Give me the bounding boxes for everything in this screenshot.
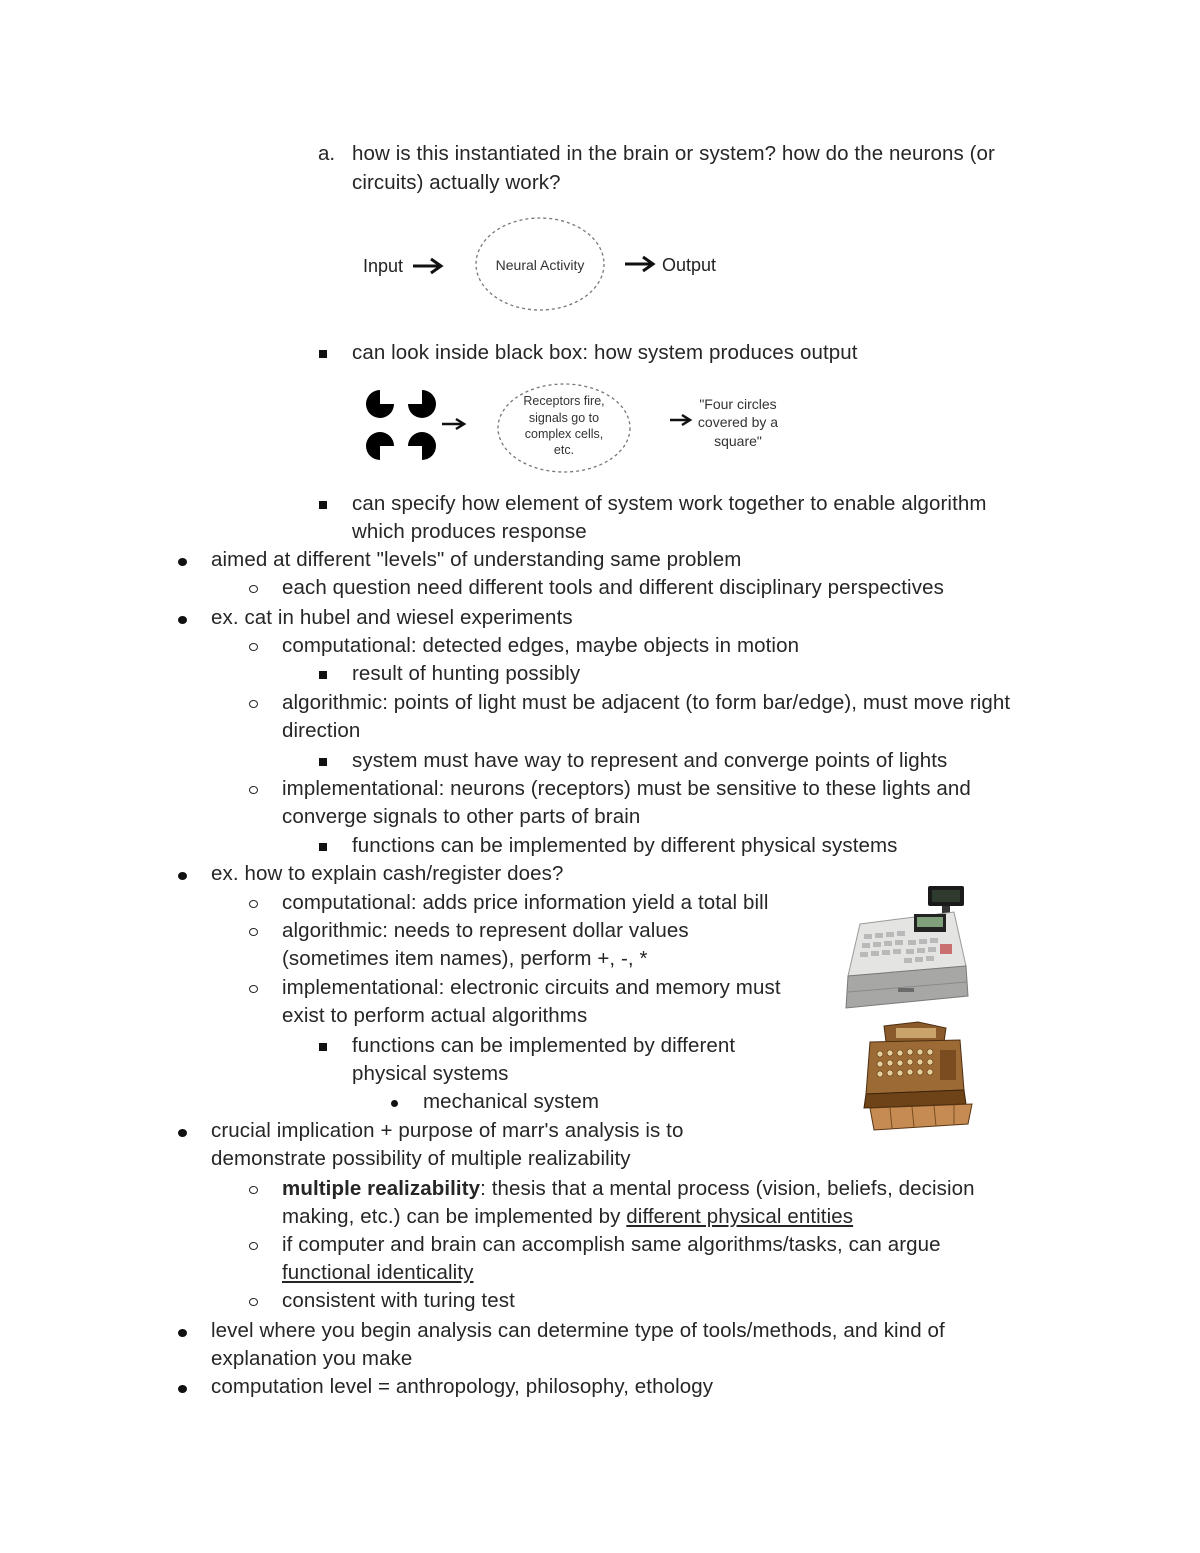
arrow-right-icon [442, 419, 464, 429]
item-a-line2: circuits) actually work? [352, 171, 561, 194]
circle-bullet-icon [249, 928, 258, 936]
cash-implementational-sub-line1: functions can be implemented by different [352, 1034, 736, 1057]
level-analysis-line1: level where you begin analysis can determine type of tools/methods, and kind of [211, 1319, 945, 1342]
functional-identicality-line2 [282, 1259, 473, 1287]
square-bullet-icon [319, 671, 327, 679]
cash-implementational-line2: exist to perform actual algorithms [282, 1004, 588, 1027]
cat-computational-line: computational: detected edges, maybe objects in motion [282, 634, 800, 657]
cat-algorithmic-line2: direction [282, 719, 361, 742]
kanizsa-perception-diagram [358, 380, 798, 480]
cat-computational-sub-line: result of hunting possibly [352, 662, 581, 685]
list-marker-a: a. [318, 142, 336, 165]
mechanical-system-line: mechanical system [423, 1090, 600, 1113]
item-a-line1: how is this instantiated in the brain or system? how do the neurons (or [352, 142, 995, 165]
specify-line2: which produces response [352, 520, 587, 543]
square-bullet-icon [319, 350, 327, 358]
level-analysis-line2: explanation you make [211, 1347, 413, 1370]
cat-algorithmic-line1: algorithmic: points of light must be adjacent (to form bar/edge), must move right [282, 691, 1011, 714]
multiple-realizability-line2-text: making, etc.) can be implemented by [282, 1205, 627, 1228]
bullet-dot-icon [178, 558, 187, 566]
circle-bullet-icon [249, 786, 258, 794]
bullet-dot-icon [391, 1100, 398, 1107]
circle-bullet-icon [249, 1242, 258, 1250]
multiple-realizability-term: multiple realizability [282, 1177, 481, 1200]
percept-line-1: "Four circles [699, 396, 777, 412]
receptor-line-1: Receptors fire, [523, 394, 605, 408]
black-box-line: can look inside black box: how system produces output [352, 341, 858, 364]
cash-algorithmic-line2: (sometimes item names), perform +, -, * [282, 947, 648, 970]
cash-line: ex. how to explain cash/register does? [211, 862, 564, 885]
bullet-dot-icon [178, 1129, 187, 1137]
receptor-line-2: signals go to [528, 411, 600, 425]
circle-bullet-icon [249, 1186, 258, 1194]
diagram-neural-activity-label: Neural Activity [495, 257, 585, 273]
pacman-circle-icon [366, 390, 394, 418]
cat-implementational-line1: implementational: neurons (receptors) must be sensitive to these lights and [282, 777, 971, 800]
square-bullet-icon [319, 758, 327, 766]
multiple-realizability-line1 [282, 1175, 975, 1203]
receptor-line-4: etc. [553, 443, 575, 457]
crucial-line2: demonstrate possibility of multiple realizability [211, 1147, 631, 1170]
bullet-dot-icon [178, 1329, 187, 1337]
computation-level-line: computation level = anthropology, philosophy, ethology [211, 1375, 714, 1398]
pacman-circle-icon [408, 390, 436, 418]
electronic-cash-register-image [842, 884, 974, 1014]
cash-implementational-sub-line2: physical systems [352, 1062, 509, 1085]
circle-bullet-icon [249, 1298, 258, 1306]
cash-computational-line: computational: adds price information yield a total bill [282, 891, 769, 914]
different-physical-entities-text: different physical entities [626, 1205, 854, 1228]
receptor-line-3: complex cells, [524, 427, 604, 441]
bullet-dot-icon [178, 1385, 187, 1393]
cash-implementational-line1: implementational: electronic circuits and memory must [282, 976, 781, 999]
mechanical-cash-register-image [860, 1020, 976, 1135]
percept-line-3: square" [714, 433, 762, 449]
cat-algorithmic-sub-line: system must have way to represent and converge points of lights [352, 749, 948, 772]
crucial-line1: crucial implication + purpose of marr's analysis is to [211, 1119, 684, 1142]
arrow-right-icon [670, 415, 690, 425]
bullet-dot-icon [178, 616, 187, 624]
cat-implementational-sub-line: functions can be implemented by different physical systems [352, 834, 898, 857]
diagram-input-label: Input [363, 256, 404, 276]
multiple-realizability-definition: : thesis that a mental process (vision, beliefs, decision [480, 1177, 975, 1200]
cash-algorithmic-line1: algorithmic: needs to represent dollar values [282, 919, 689, 942]
percept-line-2: covered by a [697, 414, 779, 430]
bullet-dot-icon [178, 872, 187, 880]
turing-test-line: consistent with turing test [282, 1289, 515, 1312]
circle-bullet-icon [249, 585, 258, 593]
kanizsa-square-icon [366, 390, 436, 460]
square-bullet-icon [319, 1043, 327, 1051]
square-bullet-icon [319, 501, 327, 509]
circle-bullet-icon [249, 700, 258, 708]
arrow-right-icon [413, 259, 441, 273]
circle-bullet-icon [249, 643, 258, 651]
square-bullet-icon [319, 843, 327, 851]
pacman-circle-icon [366, 432, 394, 460]
neural-activity-diagram [355, 212, 735, 316]
circle-bullet-icon [249, 985, 258, 993]
functional-identicality-line1: if computer and brain can accomplish same algorithms/tasks, can argue [282, 1233, 941, 1256]
circle-bullet-icon [249, 900, 258, 908]
pacman-circle-icon [408, 432, 436, 460]
specify-line1: can specify how element of system work together to enable algorithm [352, 492, 987, 515]
levels-sub-line: each question need different tools and different disciplinary perspectives [282, 576, 944, 599]
multiple-realizability-line2 [282, 1203, 853, 1231]
functional-identicality-text: functional identicality [282, 1261, 474, 1284]
cat-line: ex. cat in hubel and wiesel experiments [211, 606, 573, 629]
diagram-output-label: Output [662, 255, 717, 275]
arrow-right-icon [625, 257, 653, 271]
levels-line: aimed at different "levels" of understanding same problem [211, 548, 742, 571]
cat-implementational-line2: converge signals to other parts of brain [282, 805, 641, 828]
